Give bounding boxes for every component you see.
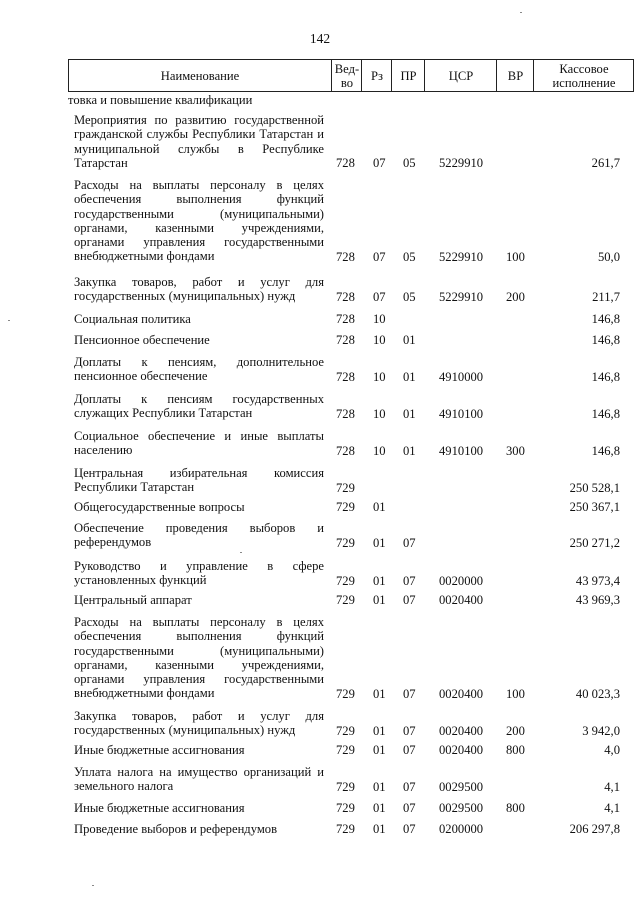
row-ved: 728 [336, 312, 355, 326]
row-ved: 729 [336, 593, 355, 607]
row-pr: 05 [403, 155, 416, 170]
row-kas: 4,1 [604, 779, 620, 794]
row-rz: 01 [373, 686, 386, 701]
row-pr: 01 [403, 443, 416, 458]
row-pr: 07 [403, 593, 416, 607]
row-name: Закупка товаров, работ и услуг для государственных (муниципальных) нужд [74, 275, 324, 304]
row-ved: 729 [336, 822, 355, 836]
row-ved: 729 [336, 686, 355, 701]
row-kas: 250 528,1 [569, 480, 620, 495]
row-rz: 10 [373, 333, 386, 347]
row-pr: 07 [403, 743, 416, 757]
row-name: Уплата налога на имущество организаций и земельного налога [74, 765, 324, 794]
row-kas: 4,0 [604, 743, 620, 757]
row-kas: 43 969,3 [575, 593, 620, 607]
header-ved-line2: во [340, 75, 354, 90]
row-ved: 728 [336, 406, 355, 421]
row-pr: 07 [403, 573, 416, 588]
row-rz: 01 [373, 801, 386, 815]
row-kas: 4,1 [604, 801, 620, 815]
row-name: Проведение выборов и референдумов [74, 822, 278, 836]
row-pr: 05 [403, 289, 416, 304]
row-ved: 729 [336, 535, 355, 550]
row-ved: 728 [336, 249, 355, 264]
row-rz: 01 [373, 535, 386, 550]
table-row [0, 275, 640, 304]
row-name: Пенсионное обеспечение [74, 333, 210, 347]
row-csr: 4910100 [439, 406, 484, 421]
row-rz: 10 [373, 312, 386, 326]
row-name: Иные бюджетные ассигнования [74, 801, 245, 815]
header-kas-line2: исполнение [552, 75, 616, 90]
row-csr: 0020400 [439, 743, 484, 757]
row-csr: 5229910 [439, 289, 484, 304]
row-vr: 100 [506, 249, 525, 264]
header-vr: ВР [496, 60, 534, 91]
header-kassovoe [533, 60, 634, 91]
row-name: Центральная избирательная комиссия Республики Татарстан [74, 466, 324, 495]
row-pr: 01 [403, 369, 416, 384]
row-vr: 800 [506, 801, 525, 815]
row-csr: 0020400 [439, 686, 484, 701]
row-name: Общегосударственные вопросы [74, 500, 245, 514]
header-name: Наименование [160, 68, 240, 83]
table-row [0, 355, 640, 384]
row-rz: 10 [373, 406, 386, 421]
row-csr: 4910100 [439, 443, 484, 458]
row-csr: 0029500 [439, 801, 484, 815]
row-name: Расходы на выплаты персоналу в целях обеспечения выполнения функций государственными (муниципальными) органами, казенными учреждениями, органами управления государственными внебюджетными фондами [74, 615, 324, 701]
row-csr: 5229910 [439, 155, 484, 170]
row-kas: 43 973,4 [575, 573, 620, 588]
table-row [0, 333, 640, 347]
row-name: Социальная политика [74, 312, 191, 326]
row-rz: 10 [373, 369, 386, 384]
row-name: Социальное обеспечение и иные выплаты населению [74, 429, 324, 458]
row-rz: 01 [373, 573, 386, 588]
row-csr: 4910000 [439, 369, 484, 384]
row-ved: 729 [336, 779, 355, 794]
row-kas: 146,8 [591, 369, 620, 384]
row-rz: 10 [373, 443, 386, 458]
row-pr: 07 [403, 723, 416, 738]
row-kas: 250 367,1 [569, 500, 620, 514]
row-vr: 200 [506, 723, 525, 738]
row-kas: 146,8 [591, 312, 620, 326]
row-ved: 729 [336, 801, 355, 815]
row-ved: 729 [336, 743, 355, 757]
row-pr: 07 [403, 535, 416, 550]
row-vr: 200 [506, 289, 525, 304]
row-rz: 01 [373, 743, 386, 757]
row-kas: 206 297,8 [569, 822, 620, 836]
table-row [0, 392, 640, 421]
table-row [0, 593, 640, 607]
row-kas: 261,7 [591, 155, 620, 170]
row-name: Мероприятия по развитию государственной гражданской службы Республики Татарстан и муниципальной службы в Республике Татарстан [74, 113, 324, 170]
row-name: Центральный аппарат [74, 593, 192, 607]
row-vr: 800 [506, 743, 525, 757]
row-rz: 01 [373, 593, 386, 607]
row-ved: 728 [336, 443, 355, 458]
row-csr: 0020000 [439, 573, 484, 588]
row-csr: 0020400 [439, 723, 484, 738]
table-row [0, 743, 640, 757]
table-row [0, 709, 640, 738]
row-name: Руководство и управление в сфере установленных функций [74, 559, 324, 588]
table-row [0, 765, 640, 794]
row-kas: 250 271,2 [569, 535, 620, 550]
row-ved: 729 [336, 480, 355, 495]
row-pr: 07 [403, 822, 416, 836]
row-name: Иные бюджетные ассигнования [74, 743, 245, 757]
row-rz: 01 [373, 500, 386, 514]
row-rz: 07 [373, 155, 386, 170]
row-kas: 3 942,0 [582, 723, 620, 738]
row-rz: 07 [373, 249, 386, 264]
row-kas: 146,8 [591, 443, 620, 458]
row-pr: 05 [403, 249, 416, 264]
row-rz: 01 [373, 779, 386, 794]
row-pr: 07 [403, 779, 416, 794]
header-ved [331, 60, 362, 91]
table-row [0, 521, 640, 550]
page-number: 142 [309, 31, 331, 46]
row-ved: 728 [336, 369, 355, 384]
row-pr: 07 [403, 686, 416, 701]
table-header [68, 59, 634, 92]
table-row [0, 801, 640, 815]
row-kas: 50,0 [597, 249, 620, 264]
row-name: Доплаты к пенсиям, дополнительное пенсионное обеспечение [74, 355, 324, 384]
table-row [0, 178, 640, 264]
row-name: Расходы на выплаты персоналу в целях обеспечения выполнения функций государственными (муниципальными) органами, казенными учреждениями, органами управления государственными внебюджетными фондами [74, 178, 324, 264]
row-ved: 728 [336, 155, 355, 170]
row-pr: 07 [403, 801, 416, 815]
row-csr: 0200000 [439, 822, 484, 836]
row-rz: 07 [373, 289, 386, 304]
row-kas: 146,8 [591, 406, 620, 421]
header-rz: Рз [361, 60, 392, 91]
row-vr: 100 [506, 686, 525, 701]
table-row [0, 559, 640, 588]
row-kas: 211,7 [592, 289, 620, 304]
row-rz: 01 [373, 723, 386, 738]
table-row [0, 500, 640, 514]
row-name: Доплаты к пенсиям государственных служащих Республики Татарстан [74, 392, 324, 421]
row-kas: 40 023,3 [575, 686, 620, 701]
row-pr: 01 [403, 333, 416, 347]
row-csr: 0020400 [439, 593, 484, 607]
continuation-line: товка и повышение квалификации [68, 93, 253, 107]
header-csr: ЦСР [424, 60, 497, 91]
table-row [0, 113, 640, 170]
row-rz: 01 [373, 822, 386, 836]
table-row [0, 466, 640, 495]
row-csr: 0029500 [439, 779, 484, 794]
row-name: Обеспечение проведения выборов и референдумов [74, 521, 324, 550]
row-ved: 729 [336, 723, 355, 738]
row-ved: 729 [336, 500, 355, 514]
table-row [0, 822, 640, 836]
row-pr: 01 [403, 406, 416, 421]
header-ved-line1: Вед- [334, 61, 360, 76]
row-csr: 5229910 [439, 249, 484, 264]
row-ved: 728 [336, 333, 355, 347]
row-ved: 728 [336, 289, 355, 304]
row-kas: 146,8 [591, 333, 620, 347]
row-ved: 729 [336, 573, 355, 588]
row-name: Закупка товаров, работ и услуг для государственных (муниципальных) нужд [74, 709, 324, 738]
table-row [0, 429, 640, 458]
table-row [0, 312, 640, 326]
header-kas-line1: Кассовое [559, 61, 609, 76]
row-vr: 300 [506, 443, 525, 458]
header-pr: ПР [391, 60, 425, 91]
table-row [0, 615, 640, 701]
